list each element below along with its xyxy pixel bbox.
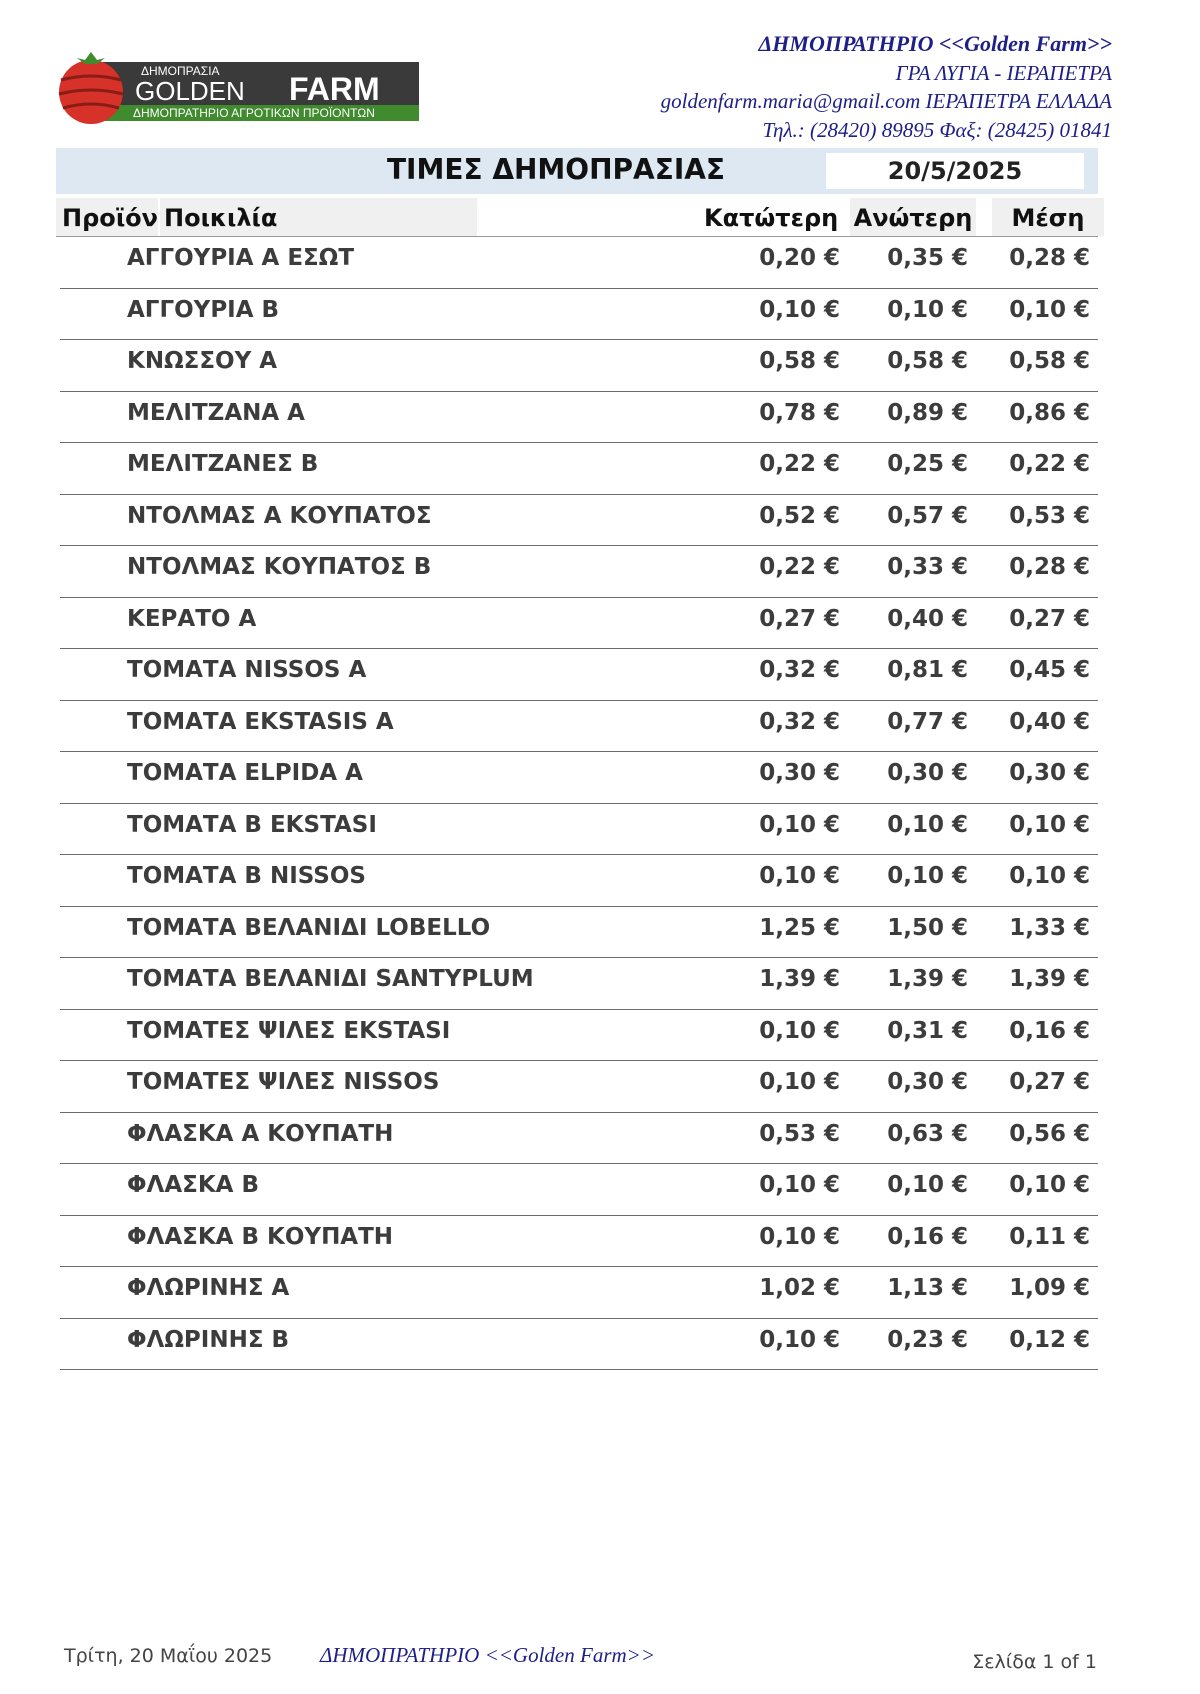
page-number: Σελίδα 1 of 1: [972, 1651, 1097, 1673]
table-row: [60, 237, 1098, 289]
row-variety: ΜΕΛΙΤΖΑΝΕΣ Β: [127, 451, 319, 477]
title-band: [56, 148, 1098, 194]
row-avg-price: 1,09 €: [1009, 1275, 1090, 1301]
header-variety: Ποικιλία: [160, 198, 477, 236]
row-high-price: 0,25 €: [887, 451, 968, 477]
row-variety: ΚΝΩΣΣΟΥ Α: [127, 348, 278, 374]
price-table: [60, 237, 1098, 1370]
row-variety: ΑΓΓΟΥΡΙΑ Α ΕΣΩΤ: [127, 245, 355, 271]
company-logo: [55, 48, 425, 126]
company-phone-fax: Τηλ.: (28420) 89895 Φαξ: (28425) 01841: [762, 117, 1112, 142]
table-row: [60, 1010, 1098, 1062]
row-variety: ΦΛΑΣΚΑ Α ΚΟΥΠΑΤΗ: [127, 1120, 394, 1147]
table-row: [60, 752, 1098, 804]
row-low-price: 0,30 €: [759, 760, 840, 786]
row-low-price: 0,52 €: [759, 502, 840, 529]
row-high-price: 0,16 €: [887, 1223, 968, 1250]
row-high-price: 0,10 €: [887, 811, 968, 838]
row-high-price: 0,35 €: [887, 245, 968, 271]
row-variety: ΤΟΜΑΤΑ ΒΕΛΑΝΙΔΙ LOBELLO: [127, 914, 491, 941]
row-low-price: 0,32 €: [759, 657, 840, 683]
row-avg-price: 0,10 €: [1009, 296, 1090, 323]
header-avg: Μέση: [992, 198, 1104, 236]
logo-brand-farm: FARM: [289, 71, 380, 107]
row-variety: ΜΕΛΙΤΖΑΝΑ Α: [127, 399, 305, 426]
table-row: [60, 958, 1098, 1010]
row-low-price: 0,10 €: [759, 1223, 840, 1250]
row-variety: ΤΟΜΑΤΑ EKSTASIS Α: [127, 708, 394, 735]
row-low-price: 0,27 €: [759, 605, 840, 632]
row-low-price: 0,20 €: [759, 245, 840, 271]
row-high-price: 0,31 €: [887, 1017, 968, 1044]
table-row: [60, 443, 1098, 495]
logo-brand-golden: GOLDEN: [135, 76, 245, 106]
company-email: goldenfarm.maria@gmail.com ΙΕΡΑΠΕΤΡΑ ΕΛΛΑΔΑ: [660, 89, 1112, 113]
row-high-price: 0,10 €: [887, 1172, 968, 1198]
row-low-price: 0,78 €: [759, 399, 840, 426]
row-high-price: 0,10 €: [887, 296, 968, 323]
row-avg-price: 0,30 €: [1009, 760, 1090, 786]
row-low-price: 1,39 €: [759, 966, 840, 992]
row-variety: ΤΟΜΑΤΑ Β EKSTASI: [127, 811, 377, 838]
table-row: [60, 649, 1098, 701]
header-low: Κατώτερη: [704, 204, 839, 232]
table-row: [60, 1319, 1098, 1371]
row-avg-price: 0,53 €: [1009, 502, 1090, 529]
row-variety: ΤΟΜΑΤΑ NISSOS Α: [127, 657, 367, 683]
row-avg-price: 0,22 €: [1009, 451, 1090, 477]
table-row: [60, 1216, 1098, 1268]
row-high-price: 0,10 €: [887, 863, 968, 889]
row-high-price: 0,81 €: [887, 657, 968, 683]
row-variety: ΤΟΜΑΤΕΣ ΨΙΛΕΣ EKSTASI: [127, 1017, 451, 1044]
table-row: [60, 1061, 1098, 1113]
row-avg-price: 0,56 €: [1009, 1120, 1090, 1147]
header-high: Ανώτερη: [850, 198, 976, 236]
footer-date: Τρίτη, 20 Μαΐου 2025: [64, 1645, 273, 1667]
row-avg-price: 0,11 €: [1009, 1223, 1090, 1250]
row-variety: ΤΟΜΑΤΑ ELPIDA Α: [127, 760, 363, 786]
row-low-price: 1,25 €: [759, 914, 840, 941]
company-info: [661, 30, 1112, 144]
row-avg-price: 0,10 €: [1009, 1172, 1090, 1198]
row-avg-price: 0,10 €: [1009, 811, 1090, 838]
table-row: [60, 855, 1098, 907]
row-avg-price: 0,16 €: [1009, 1017, 1090, 1044]
row-low-price: 0,10 €: [759, 1172, 840, 1198]
table-row: [60, 1113, 1098, 1165]
company-address: ΓΡΑ ΛΥΓΙΑ - ΙΕΡΑΠΕΤΡΑ: [895, 60, 1112, 85]
row-low-price: 0,10 €: [759, 296, 840, 323]
row-high-price: 0,63 €: [887, 1120, 968, 1147]
row-high-price: 0,77 €: [887, 708, 968, 735]
row-high-price: 0,57 €: [887, 502, 968, 529]
row-high-price: 0,33 €: [887, 554, 968, 580]
report-title: ΤΙΜΕΣ ΔΗΜΟΠΡΑΣΙΑΣ: [386, 153, 726, 186]
row-low-price: 0,10 €: [759, 863, 840, 889]
row-variety: ΦΛΩΡΙΝΗΣ Α: [127, 1275, 290, 1301]
row-high-price: 0,89 €: [887, 399, 968, 426]
row-low-price: 0,10 €: [759, 811, 840, 838]
row-avg-price: 0,40 €: [1009, 708, 1090, 735]
row-low-price: 1,02 €: [759, 1275, 840, 1301]
table-row: [60, 392, 1098, 444]
row-high-price: 0,40 €: [887, 605, 968, 632]
row-variety: ΤΟΜΑΤΕΣ ΨΙΛΕΣ NISSOS: [127, 1069, 440, 1095]
row-high-price: 0,30 €: [887, 760, 968, 786]
row-variety: ΚΕΡΑΤΟ Α: [127, 605, 257, 632]
row-avg-price: 1,33 €: [1009, 914, 1090, 941]
row-high-price: 0,30 €: [887, 1069, 968, 1095]
row-avg-price: 0,12 €: [1009, 1326, 1090, 1353]
table-row: [60, 546, 1098, 598]
table-row: [60, 289, 1098, 341]
row-variety: ΦΛΑΣΚΑ Β ΚΟΥΠΑΤΗ: [127, 1223, 394, 1250]
row-variety: ΝΤΟΛΜΑΣ Α ΚΟΥΠΑΤΟΣ: [127, 502, 432, 529]
row-avg-price: 0,86 €: [1009, 399, 1090, 426]
table-row: [60, 907, 1098, 959]
report-date: 20/5/2025: [826, 153, 1084, 189]
row-low-price: 0,10 €: [759, 1326, 840, 1353]
company-name: ΔΗΜΟΠΡΑΤΗΡΙΟ <<Golden Farm>>: [758, 31, 1112, 56]
logo-tagline: ΔΗΜΟΠΡΑΤΗΡΙΟ ΑΓΡΟΤΙΚΩΝ ΠΡΟΪΟΝΤΩΝ: [133, 106, 375, 120]
row-variety: ΤΟΜΑΤΑ Β NISSOS: [127, 863, 366, 889]
row-low-price: 0,58 €: [759, 348, 840, 374]
row-avg-price: 0,28 €: [1009, 554, 1090, 580]
row-avg-price: 0,27 €: [1009, 605, 1090, 632]
row-low-price: 0,22 €: [759, 554, 840, 580]
table-row: [60, 598, 1098, 650]
row-low-price: 0,10 €: [759, 1017, 840, 1044]
table-header: [56, 198, 1104, 236]
table-row: [60, 701, 1098, 753]
logo-top-text: ΔΗΜΟΠΡΑΣΙΑ: [141, 64, 220, 78]
row-avg-price: 0,28 €: [1009, 245, 1090, 271]
row-high-price: 1,39 €: [887, 966, 968, 992]
table-row: [60, 1164, 1098, 1216]
row-variety: ΑΓΓΟΥΡΙΑ Β: [127, 296, 280, 323]
row-variety: ΦΛΩΡΙΝΗΣ Β: [127, 1326, 290, 1353]
row-avg-price: 0,58 €: [1009, 348, 1090, 374]
row-low-price: 0,10 €: [759, 1069, 840, 1095]
logo-graphic: [55, 48, 425, 126]
row-avg-price: 0,10 €: [1009, 863, 1090, 889]
row-low-price: 0,32 €: [759, 708, 840, 735]
row-high-price: 0,58 €: [887, 348, 968, 374]
table-row: [60, 495, 1098, 547]
row-variety: ΦΛΑΣΚΑ Β: [127, 1172, 260, 1198]
table-row: [60, 340, 1098, 392]
table-row: [60, 804, 1098, 856]
row-low-price: 0,22 €: [759, 451, 840, 477]
row-low-price: 0,53 €: [759, 1120, 840, 1147]
row-high-price: 0,23 €: [887, 1326, 968, 1353]
header-product: Προϊόν: [56, 198, 158, 236]
row-high-price: 1,13 €: [887, 1275, 968, 1301]
row-variety: ΤΟΜΑΤΑ ΒΕΛΑΝΙΔΙ SANTYPLUM: [127, 966, 534, 992]
row-avg-price: 0,27 €: [1009, 1069, 1090, 1095]
row-high-price: 1,50 €: [887, 914, 968, 941]
row-avg-price: 1,39 €: [1009, 966, 1090, 992]
row-avg-price: 0,45 €: [1009, 657, 1090, 683]
table-row: [60, 1267, 1098, 1319]
footer-company: ΔΗΜΟΠΡΑΤΗΡΙΟ <<Golden Farm>>: [320, 1643, 656, 1667]
row-variety: ΝΤΟΛΜΑΣ ΚΟΥΠΑΤΟΣ Β: [127, 554, 432, 580]
